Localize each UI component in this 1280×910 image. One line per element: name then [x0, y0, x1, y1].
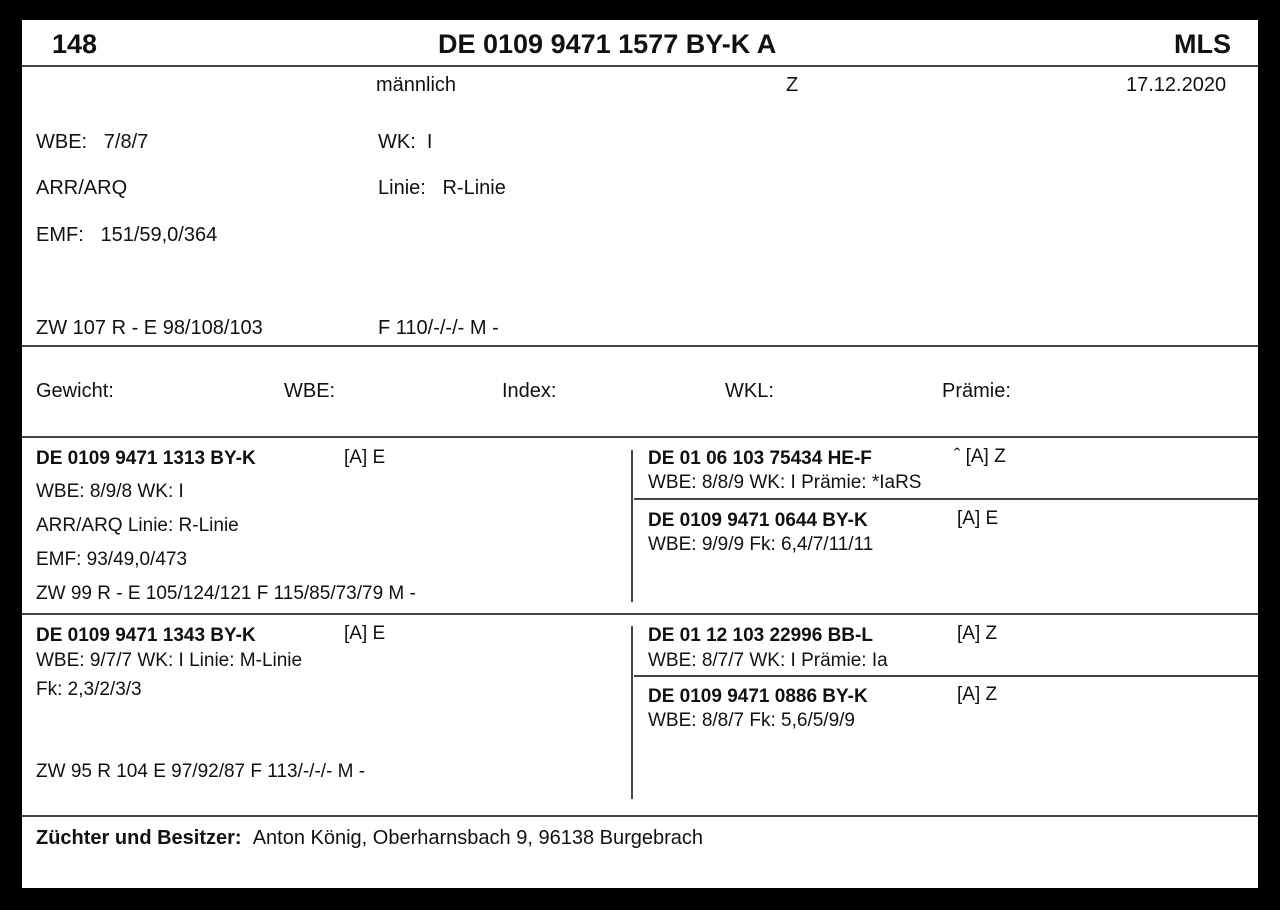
date-value: 17.12.2020 — [1126, 74, 1227, 96]
gewicht-label: Gewicht: — [36, 380, 114, 402]
catalog-number: 148 — [52, 29, 98, 59]
emf-label: EMF: — [36, 224, 84, 246]
sire-sire-line-1: WBE: 8/8/9 WK: I Prämie: *IaRS — [648, 472, 922, 493]
category-value: Z — [786, 74, 799, 96]
eval-wbe-label: WBE: — [284, 380, 336, 402]
sex-value: männlich — [376, 74, 457, 96]
dam-line-2: Fk: 2,3/2/3/3 — [36, 679, 142, 700]
zw-value: ZW 107 R - E 98/108/103 — [36, 317, 263, 339]
sire-dam-line-1: WBE: 9/9/9 Fk: 6,4/7/11/11 — [648, 534, 874, 555]
linie-field — [378, 177, 506, 200]
breeder-owner — [36, 827, 703, 850]
dam-sire-tag: [A] Z — [957, 623, 998, 644]
pedigree-divider — [22, 613, 1258, 615]
header-divider — [22, 65, 1258, 67]
dam-sire-line-1: WBE: 8/7/7 WK: I Prämie: Ia — [648, 650, 888, 671]
dam-sire-ring: DE 01 12 103 22996 BB-L — [648, 625, 873, 646]
dam-dam-ring: DE 0109 9471 0886 BY-K — [648, 686, 868, 707]
sire-ring: DE 0109 9471 1313 BY-K — [36, 448, 256, 469]
wbe-field — [36, 131, 148, 154]
breed-code: MLS — [1174, 29, 1231, 59]
sire-vertical-divider — [631, 450, 633, 602]
dam-tag: [A] E — [344, 623, 386, 644]
dam-dam-line-1: WBE: 8/8/7 Fk: 5,6/5/9/9 — [648, 710, 855, 731]
ring-number: DE 0109 9471 1577 BY-K A — [438, 29, 777, 59]
sire-tag: [A] E — [344, 447, 386, 468]
sire-dam-ring: DE 0109 9471 0644 BY-K — [648, 510, 868, 531]
dam-grandparents-divider — [634, 675, 1258, 677]
dam-line-3: ZW 95 R 104 E 97/92/87 F 113/-/-/- M - — [36, 761, 366, 782]
emf-field — [36, 224, 217, 247]
praemie-label: Prämie: — [942, 380, 1011, 402]
breeder-owner-label: Züchter und Besitzer: — [36, 827, 242, 849]
wkl-label: WKL: — [725, 380, 774, 402]
sire-line-3: EMF: 93/49,0/473 — [36, 549, 188, 570]
f-value: F 110/-/-/- M - — [378, 317, 499, 339]
dam-dam-tag: [A] Z — [957, 684, 998, 705]
sire-sire-tag: ˆ [A] Z — [954, 446, 1006, 467]
wk-label: WK: — [378, 131, 416, 153]
sire-line-1: WBE: 8/9/8 WK: I — [36, 481, 184, 502]
sire-grandparents-divider — [634, 498, 1258, 500]
breeder-owner-value: Anton König, Oberharnsbach 9, 96138 Burgebrach — [252, 827, 704, 849]
dam-line-1: WBE: 9/7/7 WK: I Linie: M-Linie — [36, 650, 303, 671]
wbe-value: 7/8/7 — [103, 131, 149, 153]
emf-value: 151/59,0/364 — [100, 224, 218, 246]
sire-line-4: ZW 99 R - E 105/124/121 F 115/85/73/79 M - — [36, 583, 416, 604]
dam-vertical-divider — [631, 626, 633, 799]
index-label: Index: — [502, 380, 557, 402]
wk-field — [378, 131, 432, 154]
dam-ring: DE 0109 9471 1343 BY-K — [36, 625, 256, 646]
linie-label: Linie: — [378, 177, 426, 199]
evaluation-divider — [22, 436, 1258, 438]
wk-value: I — [426, 131, 433, 153]
sire-sire-ring: DE 01 06 103 75434 HE-F — [648, 448, 872, 469]
wbe-label: WBE: — [36, 131, 88, 153]
linie-value: R-Linie — [442, 177, 506, 199]
sheep-catalog-card — [22, 20, 1258, 888]
info-divider — [22, 345, 1258, 347]
sire-dam-tag: [A] E — [957, 508, 999, 529]
genotype-value: ARR/ARQ — [36, 177, 128, 199]
footer-divider — [22, 815, 1258, 817]
sire-line-2: ARR/ARQ Linie: R-Linie — [36, 515, 239, 536]
